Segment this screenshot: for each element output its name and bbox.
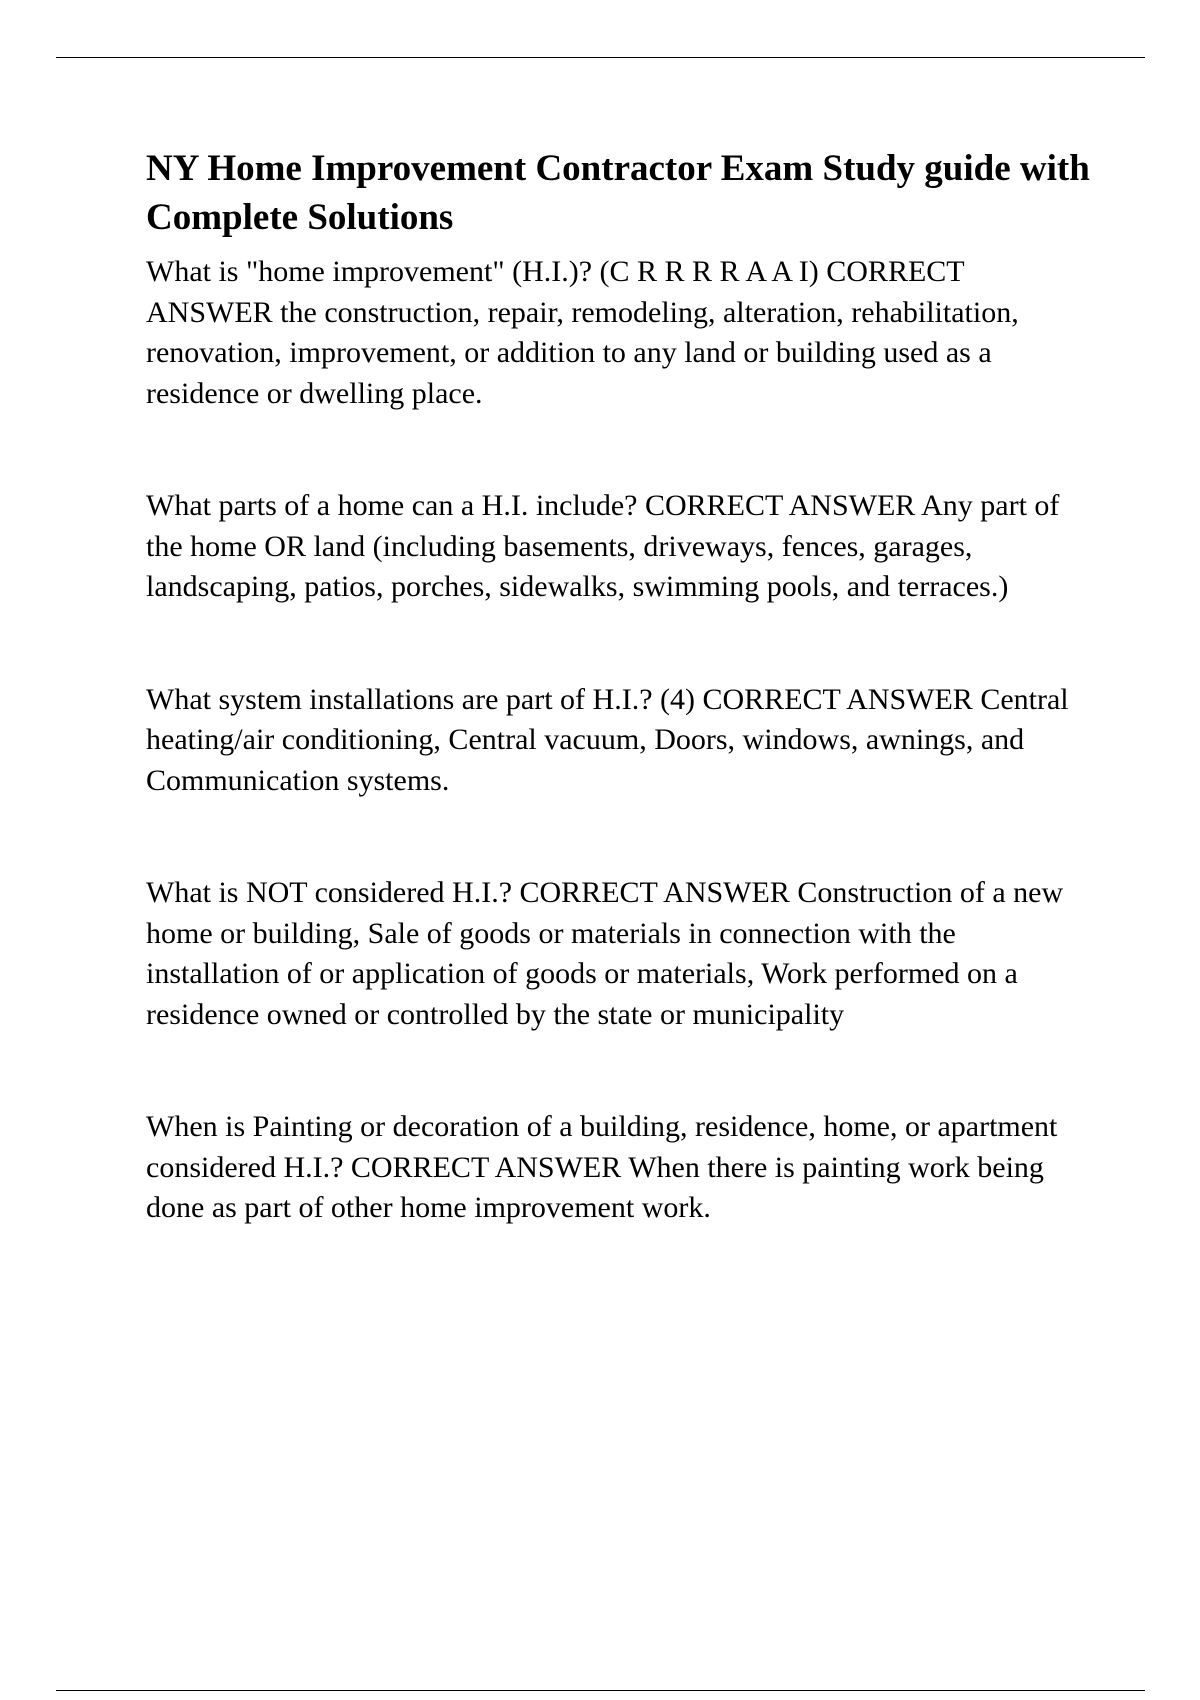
qa-entry-not-considered: What is NOT considered H.I.? CORRECT ANSWER Construction of a new home or building, Sale of goods or materials in connection with the installation of or application of goods or materials, Work performed on a residence owned or controlled by the state or municipality — [146, 876, 1064, 1031]
header-rule — [56, 57, 1145, 58]
document-body — [146, 144, 1096, 1229]
document-title: NY Home Improvement Contractor Exam Study guide with Complete Solutions — [146, 148, 1090, 238]
qa-entry-home-improvement-definition: What is "home improvement" (H.I.)? (C R R R R A A I) CORRECT ANSWER the construction, repair, remodeling, alteration, rehabilitation, renovation, improvement, or addition to any land or building used as a residence or dwelling place. — [146, 255, 1019, 410]
qa-entry-home-parts: What parts of a home can a H.I. include? CORRECT ANSWER Any part of the home OR land (including basements, driveways, fences, garages, landscaping, patios, porches, sidewalks, swimming pools, and terraces.) — [146, 489, 1060, 603]
qa-entry-system-installations: What system installations are part of H.I.? (4) CORRECT ANSWER Central heating/air conditioning, Central vacuum, Doors, windows, awnings, and Communication systems. — [146, 682, 1069, 797]
footer-rule — [56, 1690, 1145, 1691]
qa-entry-painting: When is Painting or decoration of a building, residence, home, or apartment considered H.I.? CORRECT ANSWER When there is painting work being done as part of other home improvement work. — [146, 1110, 1058, 1224]
